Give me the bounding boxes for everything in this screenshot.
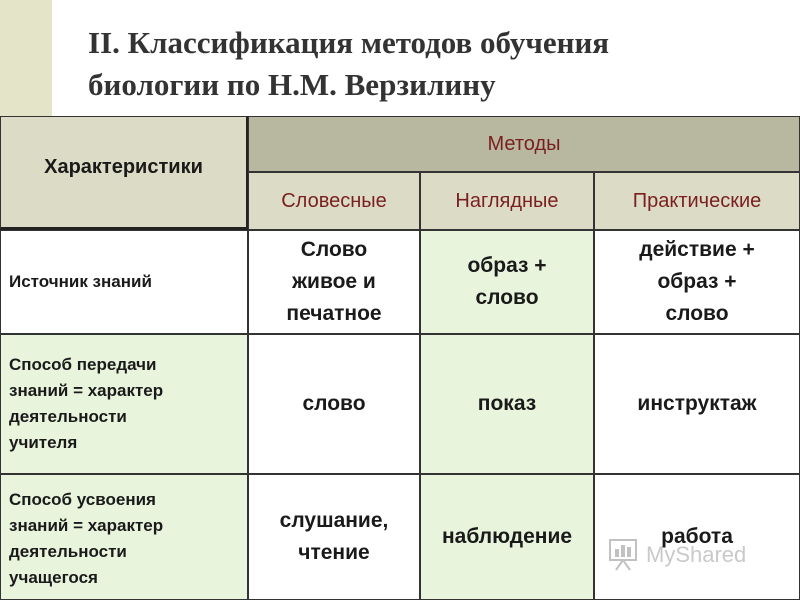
cell-assimilation-practical: работа xyxy=(594,474,800,600)
cell-transmission-verbal: слово xyxy=(248,334,420,474)
column-header-visual: Наглядные xyxy=(420,172,594,230)
cell-knowledge-source-verbal: Слово живое и печатное xyxy=(248,230,420,334)
characteristics-header: Характеристики xyxy=(0,116,248,230)
cell-transmission-visual: показ xyxy=(420,334,594,474)
cell-assimilation-visual: наблюдение xyxy=(420,474,594,600)
title-line-2: биологии по Н.М. Верзилину xyxy=(88,67,496,102)
column-header-practical: Практические xyxy=(594,172,800,230)
title-line-1: II. Классификация методов обучения xyxy=(88,25,610,60)
methods-header: Методы xyxy=(248,116,800,172)
row-label-assimilation-method: Способ усвоения знаний = характер деятельности учащегося xyxy=(0,474,248,600)
row-label-transmission-method: Способ передачи знаний = характер деятельности учителя xyxy=(0,334,248,474)
watermark-text: MyShared xyxy=(646,542,747,567)
cell-knowledge-source-practical: действие + образ + слово xyxy=(594,230,800,334)
row-label-knowledge-source: Источник знаний xyxy=(0,230,248,334)
left-decor-strip xyxy=(0,0,52,116)
column-header-verbal: Словесные xyxy=(248,172,420,230)
cell-knowledge-source-visual: образ + слово xyxy=(420,230,594,334)
page-title xyxy=(88,22,788,106)
cell-transmission-practical: инструктаж xyxy=(594,334,800,474)
cell-assimilation-verbal: слушание, чтение xyxy=(248,474,420,600)
